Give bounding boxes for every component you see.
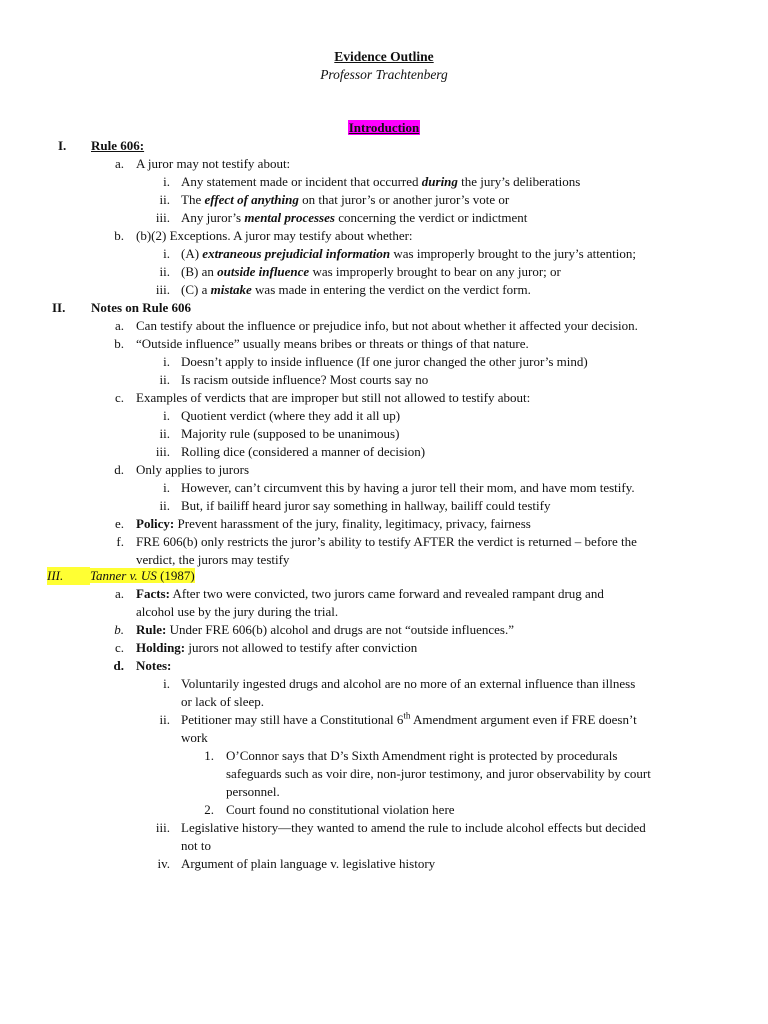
text-run: (B) an <box>181 264 218 279</box>
list-item-continuation: safeguards such as voir dire, non-juror testimony, and juror observability by court <box>226 766 651 781</box>
text-run: Any statement made or incident that occurred <box>181 174 422 189</box>
bold-label: Policy: <box>136 516 175 531</box>
list-item <box>181 191 509 209</box>
list-item-continuation: work <box>181 730 208 745</box>
list-marker: i. <box>163 174 170 189</box>
list-item <box>181 281 531 299</box>
introduction-heading <box>0 119 768 137</box>
text-run: (A) <box>181 246 203 261</box>
list-marker: iii. <box>155 210 170 225</box>
list-item: Only applies to jurors <box>136 462 250 477</box>
text-run: (C) a <box>181 282 211 297</box>
list-marker: b. <box>114 336 124 351</box>
list-marker: 1. <box>204 748 214 763</box>
emphasis-text: extraneous prejudicial information <box>202 246 391 261</box>
list-marker: e. <box>114 516 124 531</box>
bold-label: Rule: <box>136 622 167 637</box>
list-marker: c. <box>114 640 124 655</box>
list-marker: iii. <box>155 820 170 835</box>
list-item: Rolling dice (considered a manner of decision) <box>181 444 426 459</box>
list-item-continuation: alcohol use by the jury during the trial. <box>136 604 339 619</box>
list-item: O’Connor says that D’s Sixth Amendment right is protected by procedurals <box>226 748 618 763</box>
list-item <box>181 711 637 729</box>
list-item <box>181 173 580 191</box>
list-item: “Outside influence” usually means bribes or threats or things of that nature. <box>136 336 529 351</box>
section-iii-heading <box>47 567 195 585</box>
text-run: Prevent harassment of the jury, finality, legitimacy, privacy, fairness <box>174 516 531 531</box>
text-run: was improperly brought to bear on any juror; or <box>309 264 561 279</box>
list-marker: d. <box>114 462 124 477</box>
list-item: Voluntarily ingested drugs and alcohol are no more of an external influence than illness <box>181 676 636 691</box>
list-marker: b. <box>114 228 124 243</box>
list-marker: i. <box>163 408 170 423</box>
list-marker: b. <box>114 622 124 637</box>
bold-label: Facts: <box>136 586 170 601</box>
document-title: Evidence Outline <box>334 49 434 64</box>
list-marker: i. <box>163 354 170 369</box>
emphasis-text: effect of anything <box>204 192 299 207</box>
list-marker: ii. <box>159 712 170 727</box>
list-item: Argument of plain language v. legislative history <box>181 856 436 871</box>
list-marker: ii. <box>159 372 170 387</box>
list-item: Notes: <box>136 658 172 673</box>
list-item-continuation: verdict, the jurors may testify <box>136 552 290 567</box>
list-item <box>181 209 527 227</box>
list-item <box>136 639 417 657</box>
list-marker: a. <box>114 318 124 333</box>
list-item: Quotient verdict (where they add it all up) <box>181 408 401 423</box>
list-item: Can testify about the influence or prejudice info, but not about whether it affected your decision. <box>136 318 638 333</box>
list-marker: f. <box>116 534 124 549</box>
text-run: Any juror’s <box>181 210 245 225</box>
list-marker: c. <box>114 390 124 405</box>
section-ii-number: II. <box>52 300 66 315</box>
list-item-continuation: personnel. <box>226 784 280 799</box>
emphasis-text: during <box>421 174 458 189</box>
list-marker: d. <box>113 658 124 673</box>
introduction-highlight: Introduction <box>348 120 420 135</box>
list-item: A juror may not testify about: <box>136 156 291 171</box>
list-marker: i. <box>163 246 170 261</box>
list-item: But, if bailiff heard juror say something in hallway, bailiff could testify <box>181 498 551 513</box>
list-item: Majority rule (supposed to be unanimous) <box>181 426 400 441</box>
list-item <box>136 585 604 603</box>
list-item <box>136 621 514 639</box>
list-item: However, can’t circumvent this by having a juror tell their mom, and have mom testify. <box>181 480 635 495</box>
case-title: Tanner v. US <box>90 568 157 583</box>
text-run: concerning the verdict or indictment <box>334 210 528 225</box>
superscript: th <box>403 710 411 721</box>
text-run: Under FRE 606(b) alcohol and drugs are not “outside influences.” <box>166 622 514 637</box>
text-run: After two were convicted, two jurors came forward and revealed rampant drug and <box>169 586 604 601</box>
list-marker: i. <box>163 676 170 691</box>
list-item <box>181 245 636 263</box>
list-item: Doesn’t apply to inside influence (If one juror changed the other juror’s mind) <box>181 354 588 369</box>
section-ii-heading: Notes on Rule 606 <box>91 300 192 315</box>
emphasis-text: mental processes <box>244 210 335 225</box>
list-marker: iii. <box>155 444 170 459</box>
list-marker: iii. <box>155 282 170 297</box>
text-run: on that juror’s or another juror’s vote or <box>298 192 510 207</box>
section-i-heading: Rule 606: <box>91 138 145 153</box>
text-run: The <box>181 192 205 207</box>
list-marker: i. <box>163 480 170 495</box>
list-marker: ii. <box>159 264 170 279</box>
text-run: was made in entering the verdict on the verdict form. <box>251 282 531 297</box>
list-marker: a. <box>114 586 124 601</box>
list-item-continuation: or lack of sleep. <box>181 694 265 709</box>
list-item: Legislative history—they wanted to amend the rule to include alcohol effects but decided <box>181 820 646 835</box>
list-item <box>136 515 531 533</box>
list-item: Court found no constitutional violation here <box>226 802 455 817</box>
emphasis-text: mistake <box>210 282 252 297</box>
list-item-continuation: not to <box>181 838 211 853</box>
list-marker: ii. <box>159 426 170 441</box>
case-name <box>90 568 195 583</box>
bold-label: Holding: <box>136 640 186 655</box>
text-run: jurors not allowed to testify after conviction <box>185 640 418 655</box>
list-item: Is racism outside influence? Most courts say no <box>181 372 429 387</box>
list-marker: iv. <box>157 856 170 871</box>
text-run: Petitioner may still have a Constitutional 6 <box>181 712 404 727</box>
text-run: Amendment argument even if FRE doesn’t <box>410 712 637 727</box>
section-iii-number: III. <box>47 567 90 585</box>
list-marker: 2. <box>204 802 214 817</box>
list-item <box>181 263 561 281</box>
case-year: (1987) <box>156 568 195 583</box>
list-item: (b)(2) Exceptions. A juror may testify about whether: <box>136 228 413 243</box>
text-run: was improperly brought to the jury’s attention; <box>390 246 636 261</box>
emphasis-text: outside influence <box>217 264 310 279</box>
list-marker: ii. <box>159 192 170 207</box>
text-run: the jury’s deliberations <box>457 174 581 189</box>
list-item: Examples of verdicts that are improper but still not allowed to testify about: <box>136 390 531 405</box>
list-marker: ii. <box>159 498 170 513</box>
document-subtitle: Professor Trachtenberg <box>320 67 448 82</box>
list-item: FRE 606(b) only restricts the juror’s ability to testify AFTER the verdict is returned – before the <box>136 534 637 549</box>
list-marker: a. <box>114 156 124 171</box>
section-i-number: I. <box>58 138 67 153</box>
